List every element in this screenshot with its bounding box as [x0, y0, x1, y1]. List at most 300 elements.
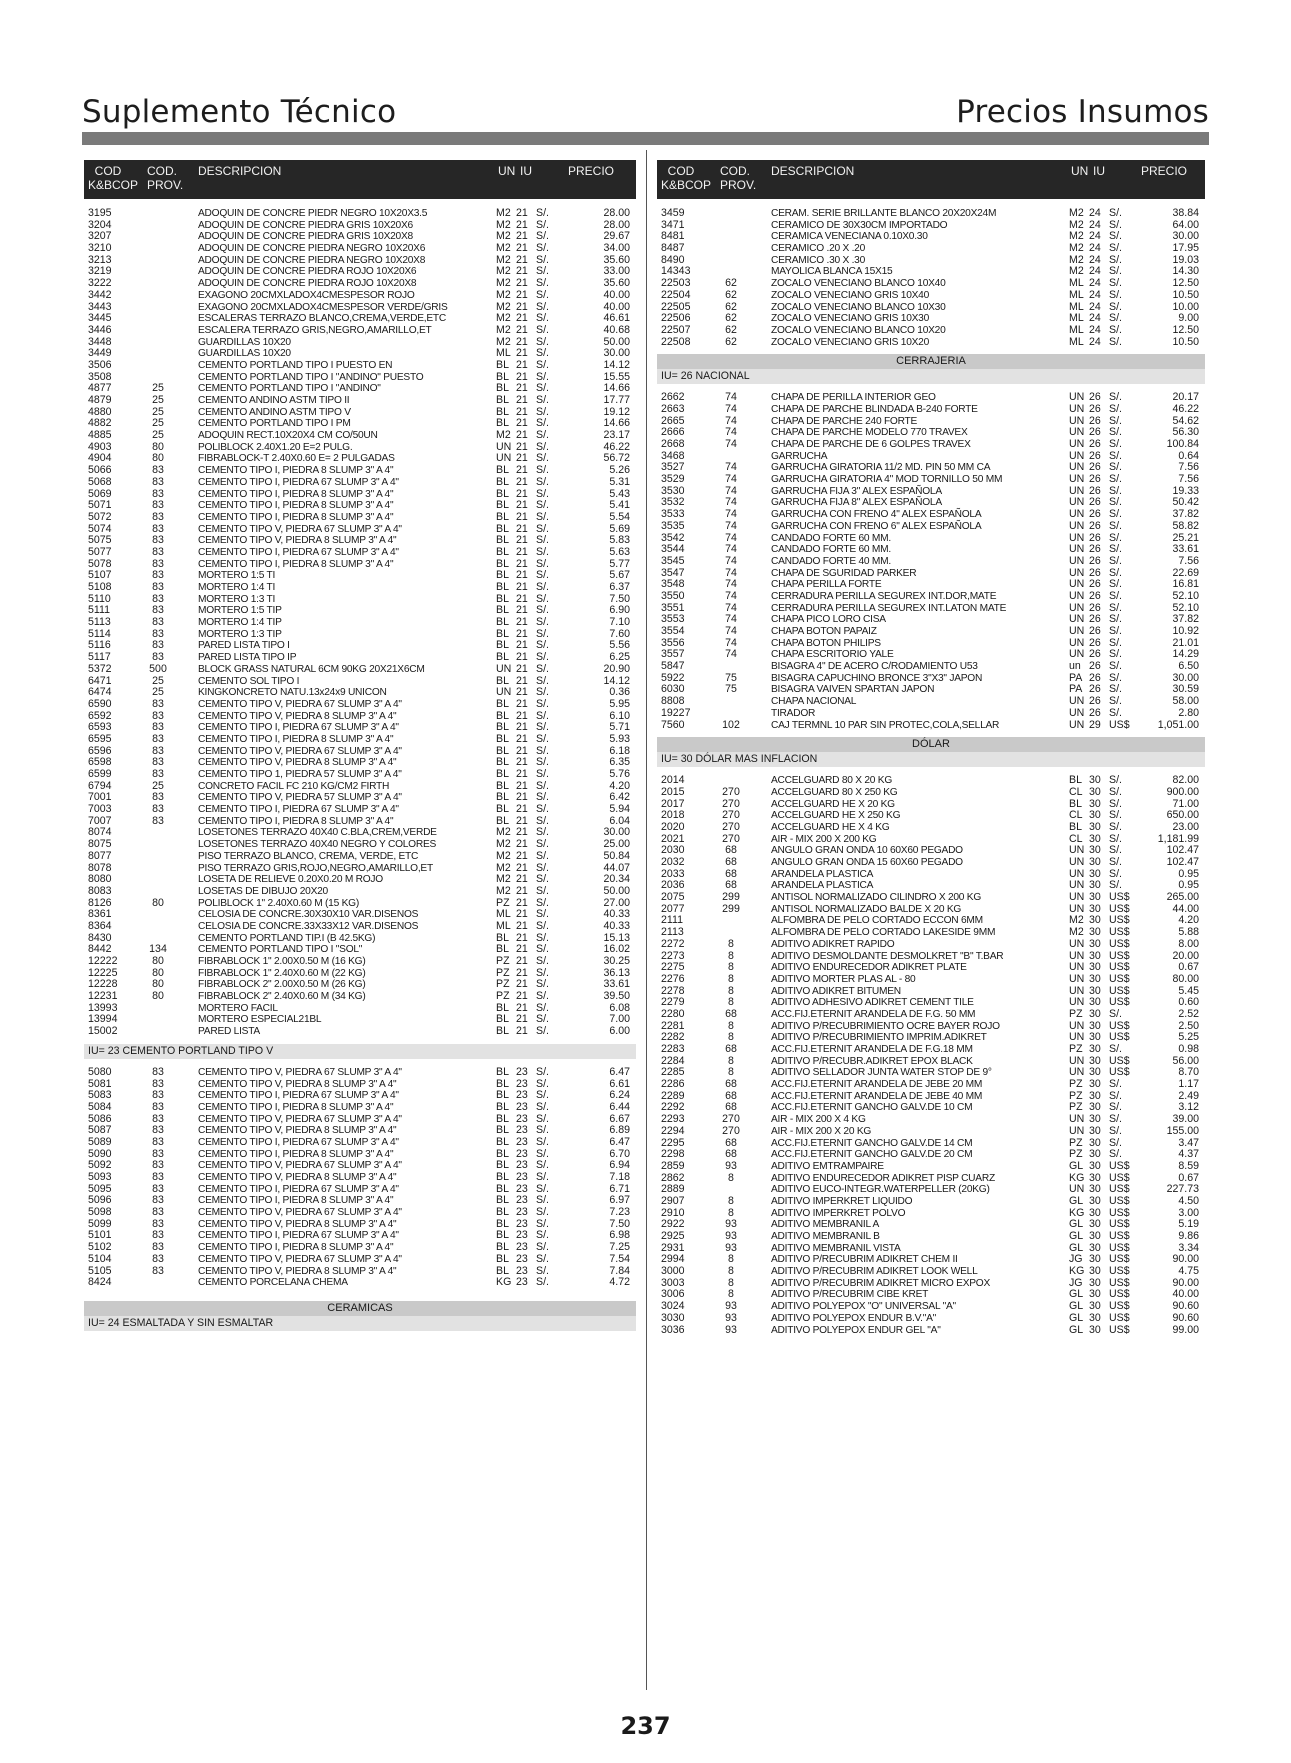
cell-cod: 5104	[88, 1252, 112, 1265]
cell-iu: 26	[1089, 484, 1101, 497]
cell-cod: 2278	[661, 984, 685, 997]
cell-descripcion: ADOQUIN RECT.10X20X4 CM CO/50UN	[198, 430, 378, 442]
cell-descripcion: MORTERO 1:3 TI	[198, 593, 276, 605]
table-row	[84, 676, 636, 688]
cell-iu: 24	[1089, 253, 1101, 266]
cell-un: BL	[496, 627, 509, 640]
table-row	[84, 582, 636, 594]
cell-precio: 34.00	[603, 242, 630, 255]
cell-iu: 30	[1089, 1230, 1101, 1242]
cell-descripcion: CEMENTO TIPO V, PIEDRA 67 SLUMP 3" A 4"	[198, 1066, 402, 1078]
table-row	[84, 290, 636, 302]
cell-un: UN	[1069, 879, 1085, 892]
cell-prov: 83	[152, 499, 164, 512]
cell-un: CL	[1069, 785, 1083, 798]
table-row	[84, 827, 636, 839]
cell-prov: 299	[722, 902, 740, 915]
cell-descripcion: CEMENTO TIPO I, PIEDRA 8 SLUMP 3" A 4"	[198, 500, 394, 512]
cell-un: BL	[496, 1025, 509, 1038]
cell-un: M2	[496, 277, 511, 290]
cell-descripcion: CEMENTO TIPO V, PIEDRA 67 SLUMP 3" A 4"	[198, 1160, 402, 1172]
cell-un: M2	[1069, 242, 1084, 255]
table-row	[657, 1091, 1205, 1103]
cell-cod: 2017	[661, 797, 685, 810]
cell-descripcion: FIBRABLOCK 1" 2.00X0.50 M (16 KG)	[198, 956, 366, 967]
cell-descripcion: GARRUCHA CON FRENO 4" ALEX ESPAÑOLA	[771, 509, 982, 521]
cell-un: BL	[496, 592, 509, 605]
section-title-cerrajeria: CERRAJERIA	[657, 354, 1205, 369]
cell-currency: US$	[1109, 891, 1130, 904]
cell-currency: S/.	[1109, 438, 1122, 450]
cell-iu: 21	[516, 721, 528, 734]
cell-currency: S/.	[536, 1217, 549, 1230]
table-row	[657, 486, 1205, 498]
cell-cod: 5080	[88, 1065, 112, 1078]
table-row	[657, 325, 1205, 337]
cell-precio: 8.59	[1178, 1159, 1199, 1172]
cell-un: UN	[1069, 949, 1085, 962]
cell-cod: 3459	[661, 207, 685, 219]
cell-iu: 21	[516, 592, 528, 605]
cell-prov: 270	[722, 832, 740, 845]
cell-cod: 8083	[88, 884, 112, 897]
cell-prov: 270	[722, 809, 740, 822]
column-divider	[646, 150, 647, 1690]
cell-descripcion: CEMENTO TIPO V, PIEDRA 67 SLUMP 3" A 4"	[198, 1253, 402, 1265]
cell-descripcion: MORTERO 1:5 TI	[198, 570, 276, 582]
cell-currency: S/.	[1109, 207, 1122, 219]
cell-descripcion: KINGKONCRETO NATU.13x24x9 UNICON	[198, 687, 387, 699]
cell-prov: 83	[152, 814, 164, 827]
table-row	[84, 886, 636, 898]
cell-precio: 5.45	[1178, 984, 1199, 997]
cell-un: GL	[1069, 1300, 1084, 1313]
cell-precio: 56.30	[1172, 426, 1199, 439]
cell-precio: 71.00	[1172, 797, 1199, 810]
cell-iu: 30	[1089, 1136, 1101, 1149]
cell-currency: S/.	[1109, 1113, 1122, 1126]
section-label-ceramicas: IU= 24 ESMALTADA Y SIN ESMALTAR	[84, 1316, 636, 1331]
table-row	[84, 594, 636, 606]
cell-un: BL	[1069, 820, 1082, 833]
cell-currency: S/.	[536, 803, 549, 816]
cell-descripcion: CONCRETO FACIL FC 210 KG/CM2 FIRTH	[198, 780, 390, 792]
cell-descripcion: ADITIVO ENDURECEDOR ADIKRET PLATE	[771, 962, 967, 974]
table-row	[84, 535, 636, 547]
cell-prov: 83	[152, 1124, 164, 1137]
cell-precio: 6.25	[609, 651, 630, 664]
cell-iu: 30	[1089, 867, 1101, 880]
cell-cod: 2030	[661, 844, 685, 857]
cell-cod: 5095	[88, 1182, 112, 1195]
cell-currency: US$	[1109, 937, 1130, 950]
cell-un: PZ	[1069, 1101, 1083, 1114]
cell-precio: 50.00	[603, 884, 630, 897]
cell-currency: S/.	[536, 253, 549, 266]
cell-iu: 30	[1089, 914, 1101, 927]
cell-un: PZ	[1069, 1089, 1083, 1102]
table-row	[657, 1196, 1205, 1208]
cell-prov: 83	[152, 545, 164, 558]
cell-descripcion: GARRUCHA FIJA 3" ALEX ESPAÑOLA	[771, 485, 942, 497]
table-row	[84, 325, 636, 337]
cell-cod: 2021	[661, 832, 685, 845]
cell-currency: S/.	[536, 370, 549, 383]
cell-descripcion: ADITIVO P/RECUBRIMIENTO OCRE BAYER ROJO	[771, 1020, 1000, 1032]
cell-precio: 35.60	[603, 253, 630, 266]
cell-iu: 26	[1089, 426, 1101, 439]
cell-un: UN	[1069, 984, 1085, 997]
cell-currency: S/.	[536, 207, 549, 219]
cell-prov: 80	[152, 452, 164, 465]
table-row	[84, 360, 636, 372]
cell-un: BL	[496, 487, 509, 500]
cell-descripcion: CERAMICA VENECIANA 0.10X0.30	[771, 231, 928, 243]
cell-cod: 8808	[661, 695, 685, 708]
cell-un: UN	[1069, 972, 1085, 985]
cell-currency: S/.	[536, 218, 549, 231]
cell-cod: 8424	[88, 1276, 112, 1289]
cell-iu: 21	[516, 569, 528, 582]
header-cod	[661, 164, 712, 192]
cell-descripcion: FIBRABLOCK-T 2.40X0.60 E= 2 PULGADAS	[198, 453, 395, 465]
table-row	[657, 278, 1205, 290]
page-header	[82, 88, 1209, 130]
cell-cod: 5847	[661, 660, 685, 673]
cell-prov: 74	[725, 438, 737, 450]
cell-precio: 30.00	[1172, 230, 1199, 243]
cell-cod: 3530	[661, 484, 685, 497]
cell-cod: 5117	[88, 651, 111, 664]
cell-prov: 68	[725, 1043, 737, 1055]
cell-un: UN	[1069, 496, 1085, 509]
cell-currency: US$	[1109, 1218, 1130, 1231]
cell-prov: 83	[152, 604, 164, 617]
table-row	[84, 1172, 636, 1184]
cell-currency: US$	[1109, 1300, 1130, 1313]
cell-descripcion: ACC.FIJ.ETERNIT GANCHO GALV.DE 20 CM	[771, 1149, 973, 1161]
cell-currency: S/.	[536, 768, 549, 780]
cell-descripcion: BISAGRA 4" DE ACERO C/RODAMIENTO U53	[771, 661, 978, 673]
cell-iu: 23	[516, 1241, 528, 1254]
cell-precio: 2.49	[1178, 1089, 1199, 1102]
cell-descripcion: ADITIVO P/RECUBRIMIENTO IMPRIM.ADIKRET	[771, 1032, 987, 1044]
cell-cod: 3553	[661, 613, 685, 626]
cell-un: BL	[496, 1135, 509, 1148]
cell-iu: 21	[516, 545, 528, 558]
table-row	[84, 1125, 636, 1137]
cell-un: UN	[1069, 1031, 1085, 1044]
cell-descripcion: CEMENTO PORCELANA CHEMA	[198, 1277, 348, 1289]
cell-descripcion: ADITIVO DESMOLDANTE DESMOLKRET "B" T.BAR	[771, 950, 1004, 962]
cell-cod: 8077	[88, 849, 112, 862]
cell-prov: 8	[728, 1019, 734, 1032]
cell-descripcion: ADITIVO EMTRAMPAIRE	[771, 1160, 884, 1172]
table-row	[84, 1184, 636, 1196]
cell-un: BL	[496, 1147, 509, 1160]
cell-descripcion: ADOQUIN DE CONCRE PIEDRA NEGRO 10X20X6	[198, 243, 426, 255]
cell-currency: S/.	[1109, 648, 1122, 661]
cell-iu: 24	[1089, 277, 1101, 290]
cell-prov: 25	[152, 405, 164, 418]
cell-currency: S/.	[536, 1135, 549, 1148]
table-row	[84, 559, 636, 571]
cell-prov: 25	[152, 686, 164, 699]
cell-iu: 21	[516, 405, 528, 418]
cell-iu: 21	[516, 475, 528, 488]
cell-cod: 6596	[88, 744, 112, 757]
cell-currency: S/.	[536, 849, 549, 862]
cell-descripcion: ADITIVO MEMBRANIL A	[771, 1219, 880, 1231]
cell-un: BL	[496, 1077, 509, 1090]
cell-iu: 24	[1089, 288, 1101, 301]
cell-precio: 5.71	[609, 721, 630, 734]
cell-iu: 21	[516, 417, 528, 430]
section-title: Precios Insumos	[956, 94, 1209, 130]
cell-precio: 10.50	[1172, 288, 1199, 301]
cell-prov: 74	[725, 648, 737, 661]
cell-prov: 80	[152, 978, 164, 991]
cell-currency: S/.	[1109, 461, 1122, 474]
cell-descripcion: ACC.FIJ.ETERNIT GANCHO GALV.DE 14 CM	[771, 1137, 973, 1149]
cell-cod: 6471	[88, 674, 112, 687]
cell-iu: 26	[1089, 543, 1101, 556]
cell-currency: S/.	[1109, 496, 1122, 509]
cell-currency: S/.	[1109, 242, 1122, 255]
table-row	[657, 939, 1205, 951]
cell-cod: 5087	[88, 1124, 112, 1137]
cell-prov: 93	[725, 1300, 737, 1313]
cell-iu: 23	[516, 1252, 528, 1265]
cell-prov: 8	[728, 972, 734, 985]
cell-cod: 3036	[661, 1323, 685, 1336]
cell-un: M2	[496, 335, 511, 348]
cell-iu: 26	[1089, 601, 1101, 614]
cell-un: UN	[1069, 461, 1085, 474]
cell-iu: 21	[516, 347, 528, 360]
cell-precio: 2.50	[1178, 1019, 1199, 1032]
cell-currency: US$	[1109, 1194, 1130, 1207]
cell-currency: S/.	[536, 1013, 549, 1026]
cell-iu: 23	[516, 1100, 528, 1113]
cell-currency: S/.	[1109, 426, 1122, 439]
cell-precio: 6.42	[609, 791, 630, 804]
cell-un: M2	[496, 300, 511, 313]
cell-cod: 3207	[88, 230, 112, 243]
cell-descripcion: CHAPA ESCRITORIO YALE	[771, 649, 894, 661]
cell-cod: 22504	[661, 288, 691, 301]
cell-precio: 52.10	[1172, 601, 1199, 614]
cell-iu: 30	[1089, 1183, 1101, 1196]
cell-cod: 2020	[661, 820, 685, 833]
cell-un: UN	[1069, 648, 1085, 661]
cell-currency: S/.	[536, 639, 549, 652]
cell-cod: 7560	[661, 718, 685, 731]
table-row	[84, 734, 636, 746]
cell-cod: 3006	[661, 1288, 685, 1301]
table-row	[657, 1138, 1205, 1150]
cell-descripcion: CEMENTO TIPO I, PIEDRA 8 SLUMP 3" A 4"	[198, 1101, 394, 1113]
cell-currency: US$	[1109, 984, 1130, 997]
cell-un: ML	[1069, 288, 1084, 301]
cell-currency: S/.	[1109, 484, 1122, 497]
cell-currency: S/.	[536, 1001, 549, 1014]
cell-cod: 4904	[88, 452, 112, 465]
cell-prov: 8	[728, 949, 734, 962]
cell-currency: US$	[1109, 1323, 1130, 1336]
cell-prov: 83	[152, 1065, 164, 1078]
cell-descripcion: ANGULO GRAN ONDA 10 60X60 PEGADO	[771, 845, 963, 857]
cell-iu: 26	[1089, 461, 1101, 474]
cell-currency: S/.	[1109, 230, 1122, 243]
cell-un: UN	[1069, 695, 1085, 708]
cell-iu: 30	[1089, 1265, 1101, 1278]
table-row	[657, 392, 1205, 404]
cell-precio: 7.00	[609, 1013, 630, 1026]
cell-descripcion: CHAPA DE PARCHE 240 FORTE	[771, 415, 918, 427]
cell-iu: 30	[1089, 1124, 1101, 1137]
table-row	[84, 792, 636, 804]
cell-descripcion: CEMENTO TIPO I, PIEDRA 67 SLUMP 3" A 4"	[198, 722, 399, 734]
cell-cod: 2994	[661, 1253, 685, 1266]
cell-cod: 2862	[661, 1171, 685, 1184]
cell-currency: S/.	[536, 534, 549, 547]
cell-precio: 4.37	[1178, 1148, 1199, 1161]
cell-precio: 37.82	[1172, 613, 1199, 626]
cell-precio: 7.54	[609, 1252, 630, 1265]
cell-un: UN	[496, 662, 512, 675]
cell-un: BL	[496, 732, 509, 745]
table-row	[84, 1090, 636, 1102]
cell-iu: 23	[516, 1182, 528, 1195]
header-prov-line1: COD.	[720, 164, 750, 178]
cell-currency: S/.	[536, 581, 549, 593]
cell-descripcion: LOSETA DE RELIEVE 0.20X0.20 M ROJO	[198, 874, 383, 886]
cell-precio: 9.86	[1178, 1230, 1199, 1242]
cell-cod: 7007	[88, 814, 112, 827]
cell-iu: 26	[1089, 508, 1101, 521]
cell-iu: 21	[516, 849, 528, 862]
cell-precio: 6.98	[609, 1229, 630, 1242]
table-row	[657, 497, 1205, 509]
cell-currency: S/.	[536, 475, 549, 488]
cell-precio: 1,051.00	[1157, 718, 1199, 731]
cell-precio: 3.12	[1178, 1101, 1199, 1114]
cell-cod: 5086	[88, 1112, 112, 1125]
cell-cod: 3213	[88, 253, 112, 266]
cell-currency: S/.	[536, 1241, 549, 1254]
cell-prov: 83	[152, 1135, 164, 1148]
cell-descripcion: ADITIVO MEMBRANIL B	[771, 1231, 880, 1242]
table-row	[657, 638, 1205, 650]
table-row	[84, 1219, 636, 1231]
cell-currency: S/.	[536, 405, 549, 418]
table-row	[657, 1325, 1205, 1337]
cell-iu: 30	[1089, 785, 1101, 798]
header-prov	[720, 164, 756, 192]
cell-descripcion: BLOCK GRASS NATURAL 6CM 90KG 20X21X6CM	[198, 663, 425, 675]
cell-un: PZ	[1069, 1148, 1083, 1161]
cell-currency: S/.	[536, 686, 549, 699]
cell-descripcion: CEMENTO TIPO 1, PIEDRA 57 SLUMP 3" A 4"	[198, 769, 402, 780]
cell-currency: S/.	[1109, 543, 1122, 556]
cell-iu: 23	[516, 1124, 528, 1137]
cell-currency: S/.	[536, 674, 549, 687]
cell-iu: 30	[1089, 1206, 1101, 1219]
cell-precio: 14.30	[1172, 265, 1199, 278]
cell-currency: S/.	[1109, 660, 1122, 673]
cell-prov: 83	[152, 592, 164, 605]
cell-currency: S/.	[1109, 335, 1122, 348]
cell-iu: 30	[1089, 902, 1101, 915]
cell-precio: 35.60	[603, 277, 630, 290]
cell-currency: S/.	[536, 861, 549, 874]
cell-prov: 134	[149, 943, 167, 956]
cell-descripcion: GUARDILLAS 10X20	[198, 336, 291, 348]
cell-cod: 2111	[661, 914, 683, 927]
cell-prov: 25	[152, 417, 164, 430]
cell-iu: 23	[516, 1229, 528, 1242]
cell-un: ML	[1069, 277, 1084, 290]
cell-descripcion: CEMENTO TIPO V, PIEDRA 8 SLUMP 3" A 4"	[198, 1265, 397, 1277]
rows-iu26	[657, 392, 1205, 731]
cell-cod: 5092	[88, 1159, 112, 1172]
cell-currency: S/.	[1109, 414, 1122, 427]
cell-iu: 21	[516, 884, 528, 897]
cell-prov: 83	[152, 475, 164, 488]
table-row	[84, 851, 636, 863]
cell-un: BL	[496, 1089, 509, 1102]
cell-un: UN	[1069, 543, 1085, 556]
cell-precio: 30.00	[603, 347, 630, 360]
cell-precio: 23.17	[603, 429, 630, 442]
cell-un: BL	[496, 697, 509, 710]
cell-descripcion: CEMENTO TIPO I, PIEDRA 8 SLUMP 3" A 4"	[198, 1242, 394, 1254]
cell-precio: 650.00	[1166, 809, 1199, 822]
cell-un: KG	[496, 1276, 512, 1289]
cell-precio: 5.69	[609, 522, 630, 535]
cell-precio: 102.47	[1166, 856, 1199, 868]
cell-descripcion: CEMENTO PORTLAND TIPO I "ANDINO"	[198, 383, 381, 395]
cell-descripcion: ADITIVO POLYEPOX ENDUR B.V."A"	[771, 1312, 937, 1324]
cell-cod: 2113	[661, 926, 684, 939]
cell-currency: US$	[1109, 1171, 1130, 1184]
cell-descripcion: ADITIVO POLYEPOX ENDUR GEL "A"	[771, 1324, 941, 1336]
cell-currency: S/.	[536, 838, 549, 851]
cell-precio: 8.00	[1178, 937, 1199, 950]
cell-precio: 90.00	[1172, 1253, 1199, 1266]
table-row	[84, 418, 636, 430]
cell-un: UN	[1069, 578, 1085, 591]
cell-descripcion: CEMENTO TIPO V, PIEDRA 8 SLUMP 3" A 4"	[198, 1078, 397, 1090]
cell-un: BL	[496, 791, 509, 804]
table-row	[84, 1026, 636, 1038]
cell-cod: 2294	[661, 1124, 685, 1137]
cell-precio: 52.10	[1172, 589, 1199, 602]
cell-precio: 38.84	[1172, 207, 1199, 219]
cell-un: BL	[496, 674, 509, 687]
table-row	[657, 451, 1205, 463]
cell-precio: 80.00	[1172, 972, 1199, 985]
cell-currency: US$	[1109, 914, 1130, 927]
cell-un: M2	[496, 861, 511, 874]
cell-iu: 30	[1089, 926, 1101, 939]
cell-descripcion: ACCELGUARD 80 X 250 KG	[771, 786, 898, 798]
cell-descripcion: CEMENTO PORTLAND TIPO I "SOL"	[198, 944, 363, 956]
cell-un: BL	[496, 604, 509, 617]
cell-precio: 56.72	[603, 452, 630, 465]
cell-un: M2	[496, 826, 511, 839]
